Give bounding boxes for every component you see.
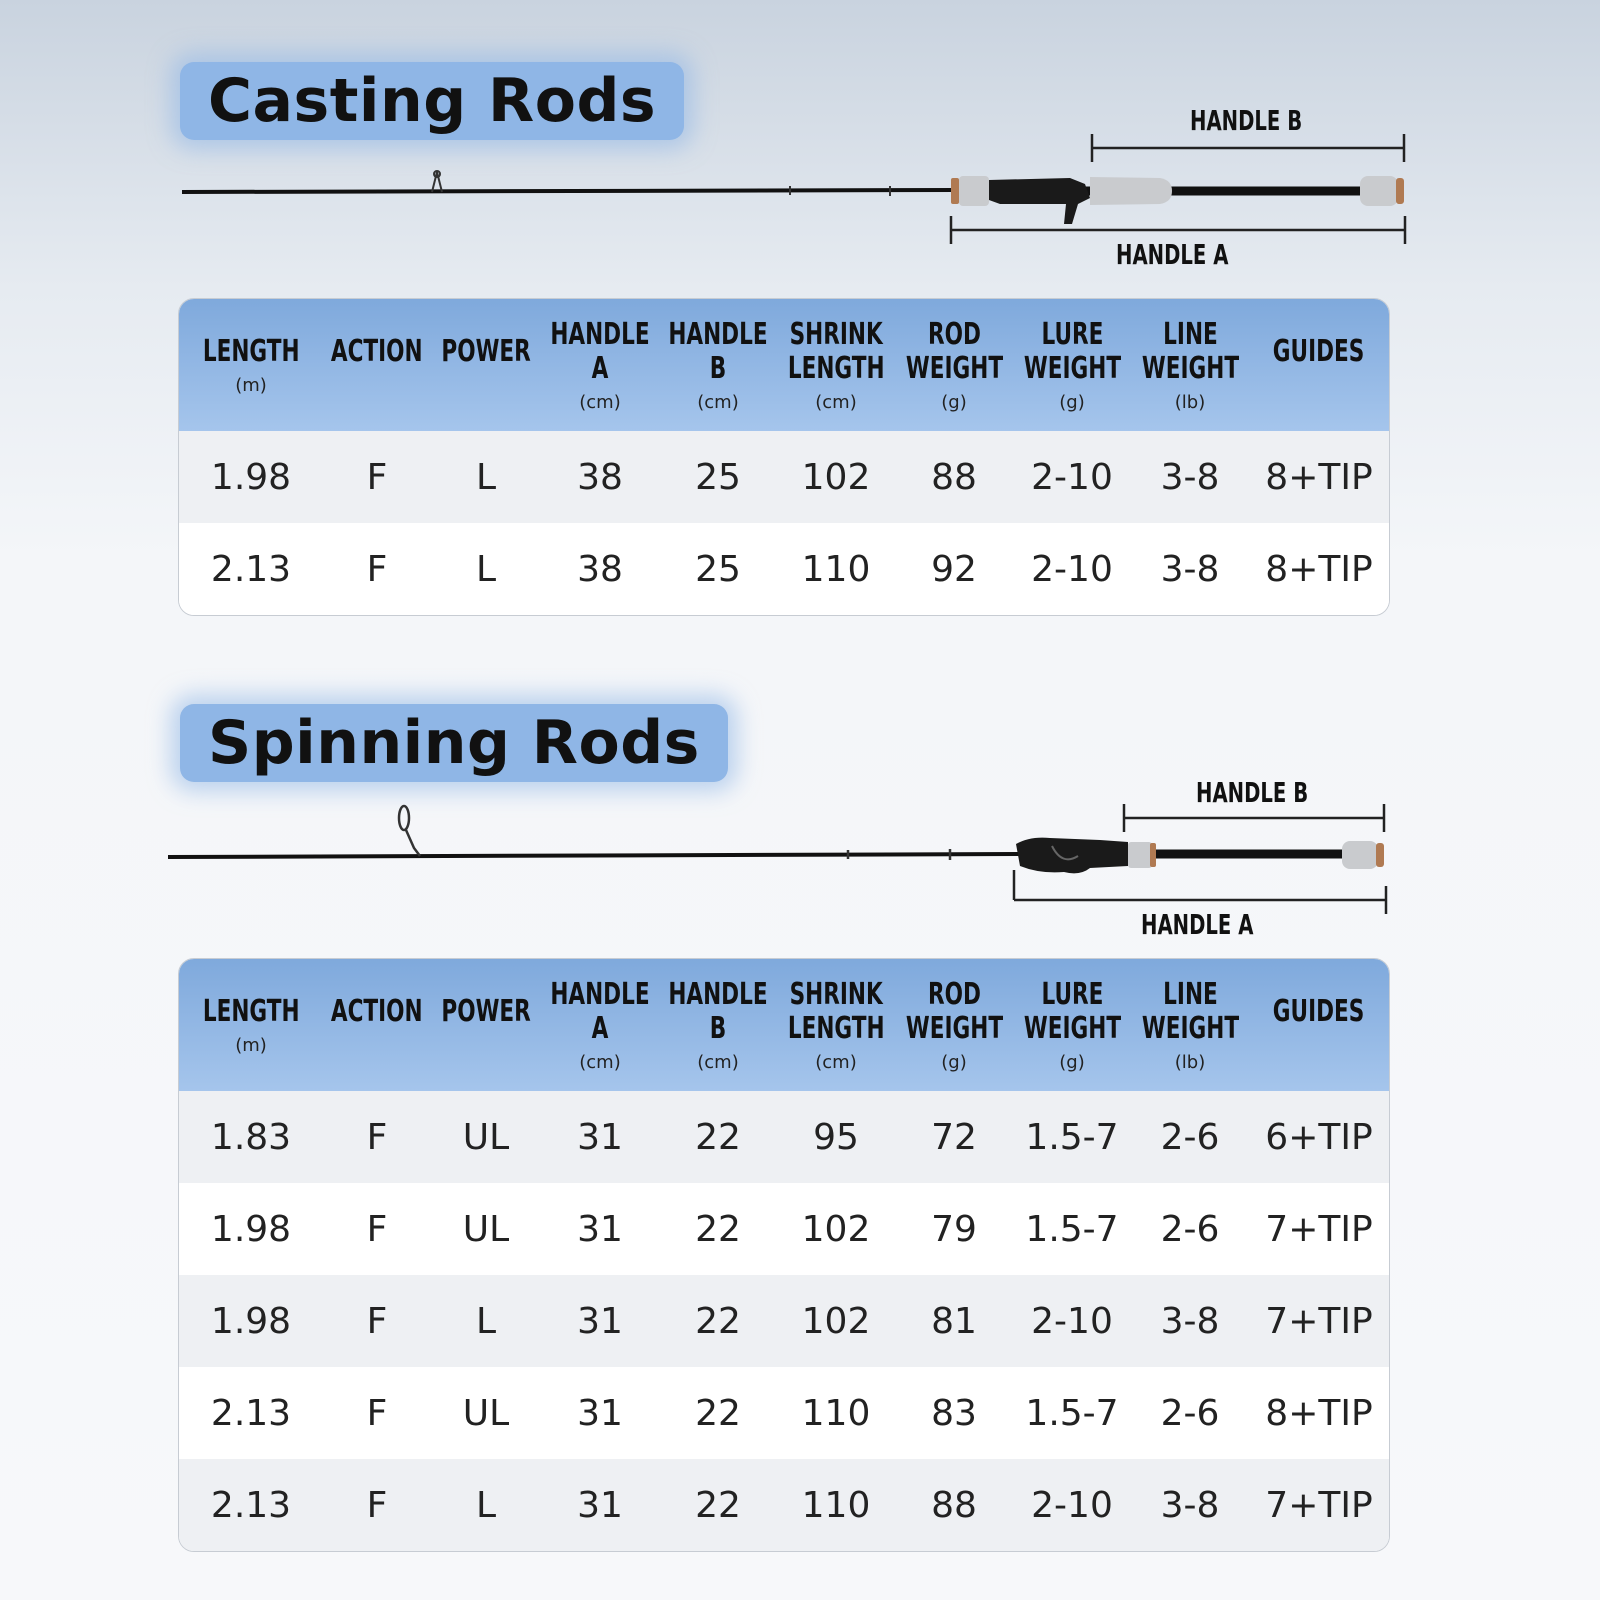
cell-shrink-length: 110 bbox=[801, 1392, 871, 1434]
column-header-unit: (g) bbox=[941, 1052, 967, 1073]
column-header-label: ROD WEIGHT bbox=[905, 977, 1003, 1046]
cell-action: F bbox=[366, 548, 388, 590]
casting-rod-blank bbox=[182, 190, 955, 192]
cell-handle-b: 22 bbox=[695, 1208, 741, 1250]
casting-header-line-weight bbox=[1131, 299, 1249, 431]
column-header-unit: (g) bbox=[941, 392, 967, 413]
column-header-label: HANDLE B bbox=[668, 977, 768, 1046]
casting-header-length bbox=[179, 299, 323, 431]
casting-handle-b-label: HANDLE B bbox=[1190, 104, 1303, 137]
column-header-unit: (cm) bbox=[579, 1052, 621, 1073]
cell-power: L bbox=[475, 1300, 497, 1342]
cell-shrink-length: 110 bbox=[801, 1484, 871, 1526]
cell-power: UL bbox=[462, 1208, 510, 1250]
column-header-unit: (m) bbox=[235, 1035, 267, 1056]
cell-action: F bbox=[366, 1208, 388, 1250]
cell-handle-b: 22 bbox=[695, 1300, 741, 1342]
cell-rod-weight: 81 bbox=[931, 1300, 977, 1342]
column-header-unit: (cm) bbox=[697, 1052, 739, 1073]
column-header-label: LURE WEIGHT bbox=[1023, 317, 1121, 386]
cell-action: F bbox=[366, 456, 388, 498]
cell-guides: 6+TIP bbox=[1265, 1116, 1373, 1158]
casting-header-action bbox=[323, 299, 431, 431]
column-header-unit: (g) bbox=[1059, 392, 1085, 413]
casting-handle-b-dimension bbox=[1092, 134, 1404, 162]
cell-guides: 8+TIP bbox=[1265, 456, 1373, 498]
cell-handle-b: 22 bbox=[695, 1484, 741, 1526]
cell-shrink-length: 110 bbox=[801, 548, 871, 590]
column-header-unit: (g) bbox=[1059, 1052, 1085, 1073]
cell-lure-weight: 1.5-7 bbox=[1025, 1116, 1119, 1158]
cell-length: 2.13 bbox=[210, 1484, 292, 1526]
casting-rear-grip bbox=[1090, 177, 1172, 205]
cell-rod-weight: 92 bbox=[931, 548, 977, 590]
cell-power: L bbox=[475, 456, 497, 498]
spinning-reel-seat bbox=[1016, 838, 1128, 874]
spinning-rod-illustration bbox=[0, 780, 1600, 940]
column-header-label: LENGTH bbox=[202, 334, 300, 369]
column-header-unit: (lb) bbox=[1174, 392, 1206, 413]
cell-power: UL bbox=[462, 1116, 510, 1158]
casting-table-header bbox=[179, 299, 1389, 431]
column-header-label: LINE WEIGHT bbox=[1141, 317, 1239, 386]
casting-spec-table bbox=[178, 298, 1390, 616]
column-header-label: ACTION bbox=[331, 334, 423, 369]
cell-line-weight: 3-8 bbox=[1160, 1300, 1220, 1342]
cell-handle-b: 25 bbox=[695, 456, 741, 498]
cell-guides: 8+TIP bbox=[1265, 1392, 1373, 1434]
cell-action: F bbox=[366, 1392, 388, 1434]
casting-header-handle-a bbox=[541, 299, 659, 431]
cell-line-weight: 3-8 bbox=[1160, 456, 1220, 498]
cell-action: F bbox=[366, 1484, 388, 1526]
casting-header-rod-weight bbox=[895, 299, 1013, 431]
cell-handle-a: 38 bbox=[577, 456, 623, 498]
cell-handle-b: 25 bbox=[695, 548, 741, 590]
column-header-label: SHRINK LENGTH bbox=[787, 317, 885, 386]
cell-line-weight: 2-6 bbox=[1160, 1116, 1220, 1158]
spinning-header-power bbox=[431, 959, 541, 1091]
column-header-unit: (cm) bbox=[697, 392, 739, 413]
cell-length: 1.98 bbox=[210, 1208, 292, 1250]
cell-length: 2.13 bbox=[210, 1392, 292, 1434]
cell-lure-weight: 2-10 bbox=[1031, 456, 1113, 498]
spinning-rod-blank bbox=[168, 854, 1020, 857]
spinning-table-body bbox=[179, 1091, 1389, 1551]
casting-handle-a-label: HANDLE A bbox=[1116, 238, 1229, 271]
cell-action: F bbox=[366, 1116, 388, 1158]
column-header-label: ROD WEIGHT bbox=[905, 317, 1003, 386]
casting-rod-illustration bbox=[0, 100, 1600, 280]
casting-table-body bbox=[179, 431, 1389, 615]
spinning-header-handle-b bbox=[659, 959, 777, 1091]
cell-handle-b: 22 bbox=[695, 1116, 741, 1158]
cell-line-weight: 3-8 bbox=[1160, 1484, 1220, 1526]
table-row bbox=[179, 431, 1389, 523]
column-header-label: LENGTH bbox=[202, 994, 300, 1029]
cell-shrink-length: 102 bbox=[801, 1300, 871, 1342]
cell-guides: 8+TIP bbox=[1265, 548, 1373, 590]
spinning-header-shrink-length bbox=[777, 959, 895, 1091]
cell-handle-a: 31 bbox=[577, 1208, 623, 1250]
column-header-label: GUIDES bbox=[1273, 994, 1365, 1029]
casting-header-lure-weight bbox=[1013, 299, 1131, 431]
cell-action: F bbox=[366, 1300, 388, 1342]
column-header-label: LURE WEIGHT bbox=[1023, 977, 1121, 1046]
cell-handle-a: 38 bbox=[577, 548, 623, 590]
cell-lure-weight: 1.5-7 bbox=[1025, 1208, 1119, 1250]
cell-guides: 7+TIP bbox=[1265, 1484, 1373, 1526]
cell-handle-a: 31 bbox=[577, 1116, 623, 1158]
spinning-header-guides bbox=[1249, 959, 1389, 1091]
cell-power: L bbox=[475, 1484, 497, 1526]
cell-line-weight: 2-6 bbox=[1160, 1208, 1220, 1250]
cell-length: 1.98 bbox=[210, 456, 292, 498]
cell-length: 1.98 bbox=[210, 1300, 292, 1342]
table-row bbox=[179, 1183, 1389, 1275]
cell-power: L bbox=[475, 548, 497, 590]
cell-lure-weight: 2-10 bbox=[1031, 1300, 1113, 1342]
cell-shrink-length: 102 bbox=[801, 1208, 871, 1250]
cell-handle-a: 31 bbox=[577, 1484, 623, 1526]
cell-rod-weight: 88 bbox=[931, 1484, 977, 1526]
spinning-header-rod-weight bbox=[895, 959, 1013, 1091]
cell-rod-weight: 88 bbox=[931, 456, 977, 498]
column-header-unit: (cm) bbox=[815, 1052, 857, 1073]
column-header-label: SHRINK LENGTH bbox=[787, 977, 885, 1046]
cell-rod-weight: 72 bbox=[931, 1116, 977, 1158]
table-row bbox=[179, 1275, 1389, 1367]
spinning-handle-a-label: HANDLE A bbox=[1141, 908, 1254, 941]
spinning-header-line-weight bbox=[1131, 959, 1249, 1091]
column-header-unit: (cm) bbox=[815, 392, 857, 413]
cell-handle-a: 31 bbox=[577, 1300, 623, 1342]
table-row bbox=[179, 523, 1389, 615]
casting-reel-seat bbox=[989, 178, 1090, 224]
spinning-header-action bbox=[323, 959, 431, 1091]
spinning-title-text: Spinning Rods bbox=[208, 708, 700, 778]
cell-line-weight: 3-8 bbox=[1160, 548, 1220, 590]
casting-title-text: Casting Rods bbox=[208, 66, 657, 136]
cell-handle-a: 31 bbox=[577, 1392, 623, 1434]
cell-length: 2.13 bbox=[210, 548, 292, 590]
column-header-unit: (lb) bbox=[1174, 1052, 1206, 1073]
casting-header-shrink-length bbox=[777, 299, 895, 431]
table-row bbox=[179, 1367, 1389, 1459]
cell-guides: 7+TIP bbox=[1265, 1208, 1373, 1250]
column-header-unit: (m) bbox=[235, 375, 267, 396]
casting-header-power bbox=[431, 299, 541, 431]
cell-rod-weight: 79 bbox=[931, 1208, 977, 1250]
spinning-spec-table bbox=[178, 958, 1390, 1552]
cell-line-weight: 2-6 bbox=[1160, 1392, 1220, 1434]
cell-handle-b: 22 bbox=[695, 1392, 741, 1434]
spinning-section-title bbox=[180, 704, 728, 782]
spinning-header-lure-weight bbox=[1013, 959, 1131, 1091]
cell-lure-weight: 1.5-7 bbox=[1025, 1392, 1119, 1434]
cell-guides: 7+TIP bbox=[1265, 1300, 1373, 1342]
spinning-header-length bbox=[179, 959, 323, 1091]
cell-power: UL bbox=[462, 1392, 510, 1434]
cell-shrink-length: 95 bbox=[813, 1116, 859, 1158]
spinning-handle-b-label: HANDLE B bbox=[1196, 776, 1309, 809]
column-header-label: HANDLE A bbox=[550, 977, 650, 1046]
column-header-label: GUIDES bbox=[1273, 334, 1365, 369]
column-header-label: HANDLE B bbox=[668, 317, 768, 386]
table-row bbox=[179, 1459, 1389, 1551]
spinning-rod-guides bbox=[399, 806, 950, 860]
column-header-unit: (cm) bbox=[579, 392, 621, 413]
column-header-label: POWER bbox=[441, 334, 531, 369]
casting-header-handle-b bbox=[659, 299, 777, 431]
casting-header-guides bbox=[1249, 299, 1389, 431]
table-row bbox=[179, 1091, 1389, 1183]
column-header-label: POWER bbox=[441, 994, 531, 1029]
cell-lure-weight: 2-10 bbox=[1031, 1484, 1113, 1526]
column-header-label: HANDLE A bbox=[550, 317, 650, 386]
cell-length: 1.83 bbox=[210, 1116, 292, 1158]
spinning-header-handle-a bbox=[541, 959, 659, 1091]
spinning-table-header bbox=[179, 959, 1389, 1091]
cell-rod-weight: 83 bbox=[931, 1392, 977, 1434]
cell-lure-weight: 2-10 bbox=[1031, 548, 1113, 590]
column-header-label: LINE WEIGHT bbox=[1141, 977, 1239, 1046]
column-header-label: ACTION bbox=[331, 994, 423, 1029]
cell-shrink-length: 102 bbox=[801, 456, 871, 498]
